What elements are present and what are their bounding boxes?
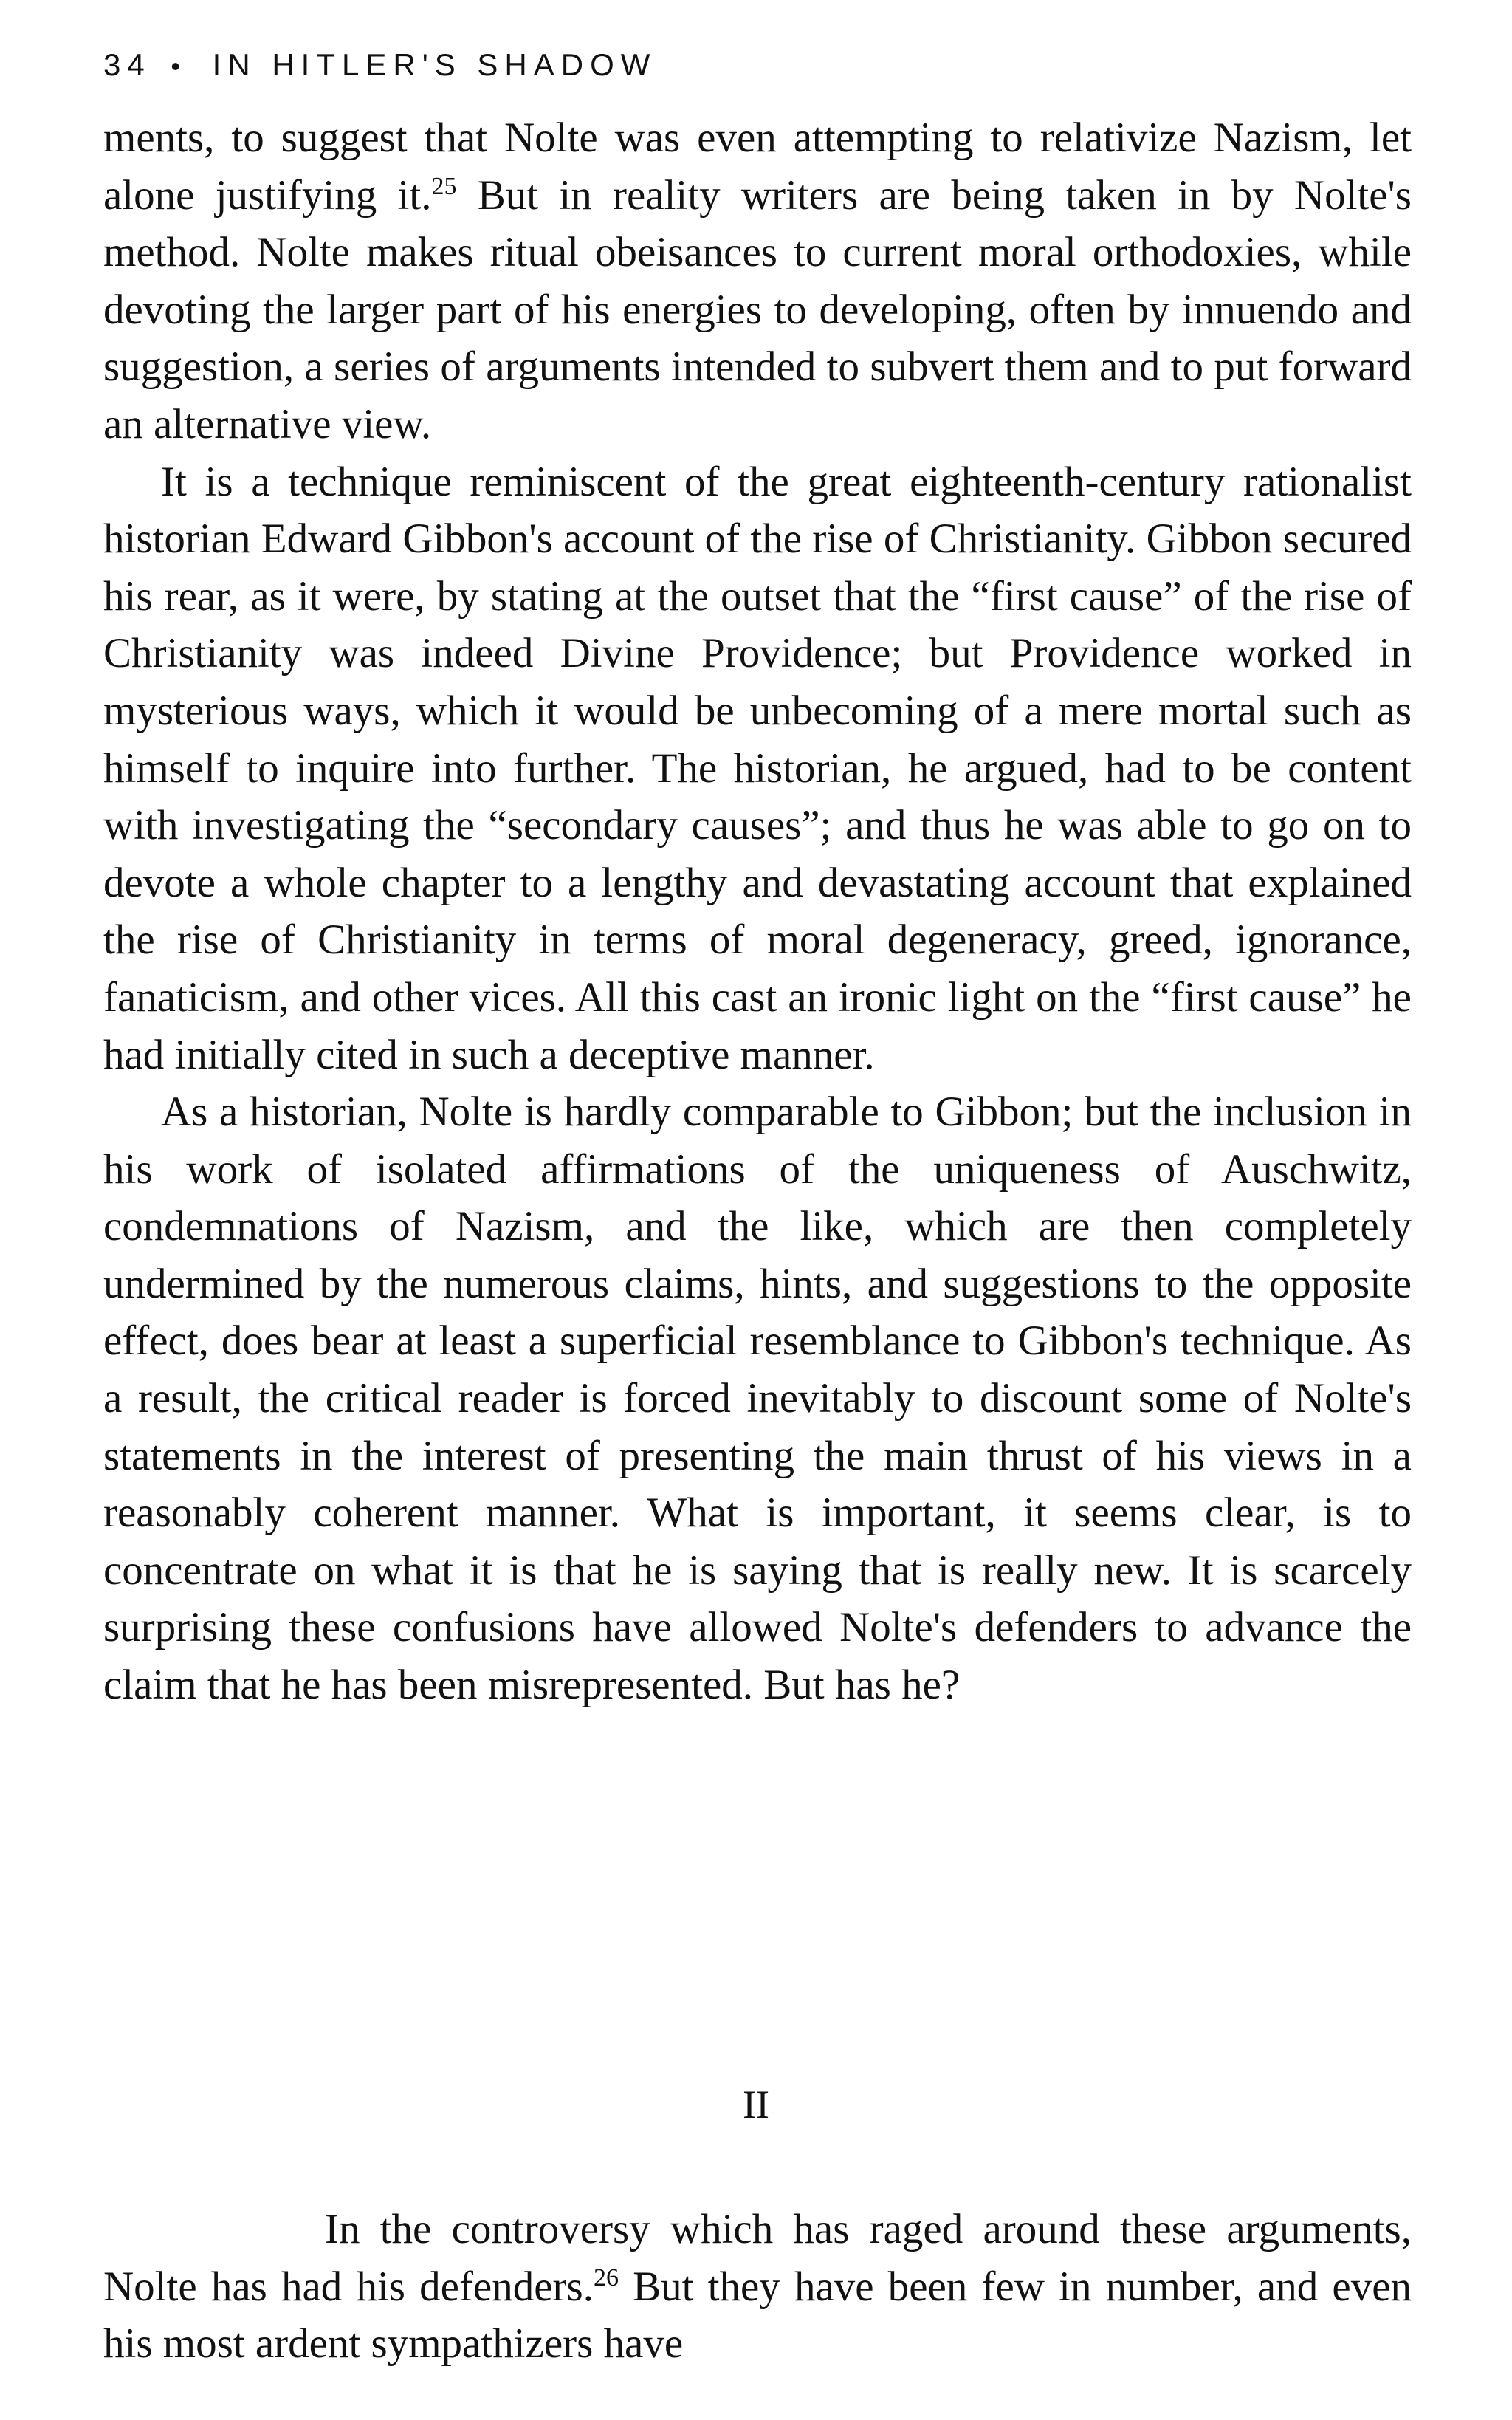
separator-dot: • — [171, 51, 187, 81]
footnote-marker: 26 — [593, 2263, 619, 2292]
text-segment: But they have been few in number, and even his most ardent sympathizers have — [103, 2263, 1412, 2368]
paragraph — [103, 453, 1412, 1084]
section-heading: II — [743, 2083, 769, 2127]
running-title: IN HITLER'S SHADOW — [212, 47, 657, 82]
text-segment: But in reality writers are being taken in by Nolte's method. Nolte makes ritual obeisances to current moral orthodoxies, while devoting the larger part of his energies to developing, often by innuendo and suggestion, a series of arguments intended to subvert them and to put forward an alternative view. — [103, 171, 1412, 448]
paragraph — [103, 1083, 1412, 1714]
paragraph — [103, 2201, 1412, 2373]
text-segment: ments, to suggest that Nolte was even attempting to relativize Nazism, let alone justifying it. — [103, 114, 1412, 219]
footnote-marker: 25 — [431, 172, 457, 200]
body-text-main — [103, 109, 1412, 1714]
paragraph — [103, 109, 1412, 453]
running-head — [103, 43, 656, 89]
body-text-section — [103, 2201, 1412, 2373]
text-segment: In the controversy which has raged around these arguments, Nolte has had his defenders. — [103, 2206, 1412, 2310]
page-number: 34 — [103, 47, 151, 82]
text-segment: As a historian, Nolte is hardly comparable to Gibbon; but the inclusion in his work of isolated affirmations of the uniqueness of Auschwitz, condemnations of Nazism, and the like, which are then completely undermined by the numerous claims, hints, and suggestions to the opposite effect, does bear at least a superficial resemblance to Gibbon's technique. As a result, the critical reader is forced inevitably to discount some of Nolte's statements in the interest of presenting the main thrust of his views in a reasonably coherent manner. What is important, it seems clear, is to concentrate on what it is that he is saying that is really new. It is scarcely surprising these confusions have allowed Nolte's defenders to advance the claim that he has been misrepresented. But has he? — [103, 1089, 1412, 1709]
text-segment: It is a technique reminiscent of the great eighteenth-century rationalist historian Edward Gibbon's account of the rise of Christianity. Gibbon secured his rear, as it were, by stating at the outset that the “first cause” of the rise of Christianity was indeed Divine Providence; but Providence worked in mysterious ways, which it would be unbecoming of a mere mortal such as himself to inquire into further. The historian, he argued, had to be content with investigating the “secondary causes”; and thus he was able to go on to devote a whole chapter to a lengthy and devastating account that explained the rise of Christianity in terms of moral degeneracy, greed, ignorance, fanaticism, and other vices. All this cast an ironic light on the “first cause” he had initially cited in such a deceptive manner. — [103, 458, 1412, 1078]
